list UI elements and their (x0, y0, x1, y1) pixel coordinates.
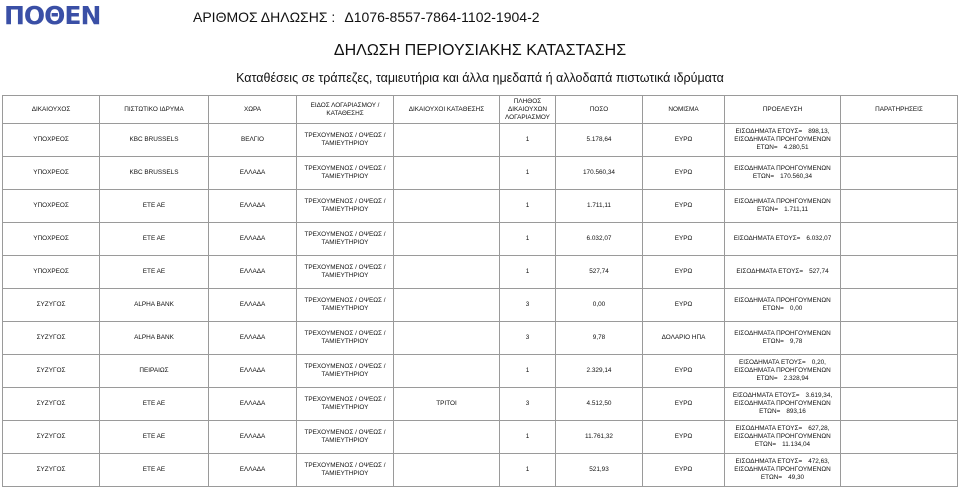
amount-cell: 0,00 (556, 289, 643, 322)
origin-value: 170.560,34 (780, 173, 813, 180)
remarks-cell (841, 355, 958, 388)
origin-label: ΕΙΣΟΔΗΜΑΤΑ ΠΡΟΗΓΟΥΜΕΝΩΝ (734, 466, 831, 473)
origin-value: 0,20, (811, 359, 826, 366)
country-cell: ΕΛΛΑΔΑ (209, 421, 297, 454)
table-row (3, 223, 958, 256)
origin-value: 1.711,11 (784, 206, 809, 213)
col-header-account-type: ΕΙΔΟΣ ΛΟΓΑΡΙΑΣΜΟΥ / ΚΑΤΑΘΕΣΗΣ (297, 96, 394, 124)
currency-cell: ΕΥΡΩ (643, 223, 725, 256)
amount-cell: 1.711,11 (556, 190, 643, 223)
origin-value: 898,13, (808, 128, 830, 135)
amount-cell: 2.329,14 (556, 355, 643, 388)
country-cell: ΕΛΛΑΔΑ (209, 256, 297, 289)
declaration-number-value: Δ1076-8557-7864-1102-1904-2 (344, 9, 540, 25)
currency-cell: ΔΟΛΑΡΙΟ ΗΠΑ (643, 322, 725, 355)
account-type-line: ΤΡΕΧΟΥΜΕΝΟΣ / ΟΨΕΩΣ / (304, 231, 386, 238)
institution-cell: ΕΤΕ ΑΕ (100, 223, 209, 256)
origin-label: ΕΙΣΟΔΗΜΑΤΑ ΠΡΟΗΓΟΥΜΕΝΩΝ (734, 367, 831, 374)
table-row (3, 157, 958, 190)
holder-count-cell: 1 (500, 454, 556, 487)
account-type-line: ΤΡΕΧΟΥΜΕΝΟΣ / ΟΨΕΩΣ / (304, 462, 386, 469)
origin-line (727, 136, 838, 144)
currency-cell: ΕΥΡΩ (643, 256, 725, 289)
col-header-institution: ΠΙΣΤΩΤΙΚΟ ΙΔΡΥΜΑ (100, 96, 209, 124)
origin-line (727, 425, 838, 433)
origin-cell (725, 157, 841, 190)
amount-cell: 9,78 (556, 322, 643, 355)
origin-label: ΕΙΣΟΔΗΜΑΤΑ ΠΡΟΗΓΟΥΜΕΝΩΝ (734, 400, 831, 407)
origin-line (727, 198, 838, 206)
origin-cell (725, 421, 841, 454)
origin-line (727, 235, 838, 243)
holder-count-cell: 1 (500, 223, 556, 256)
currency-cell: ΕΥΡΩ (643, 289, 725, 322)
currency-cell: ΕΥΡΩ (643, 421, 725, 454)
institution-cell: ALPHA BANK (100, 289, 209, 322)
holder-count-cell: 1 (500, 256, 556, 289)
amount-cell: 4.512,50 (556, 388, 643, 421)
country-cell: ΕΛΛΑΔΑ (209, 322, 297, 355)
account-type-cell (297, 256, 394, 289)
country-cell: ΒΕΛΓΙΟ (209, 124, 297, 157)
origin-label: ΕΙΣΟΔΗΜΑΤΑ ΠΡΟΗΓΟΥΜΕΝΩΝ (734, 136, 831, 143)
institution-cell: ΕΤΕ ΑΕ (100, 421, 209, 454)
account-type-line: ΤΡΕΧΟΥΜΕΝΟΣ / ΟΨΕΩΣ / (304, 429, 386, 436)
country-cell: ΕΛΛΑΔΑ (209, 355, 297, 388)
table-row (3, 388, 958, 421)
remarks-cell (841, 124, 958, 157)
origin-label: ΕΙΣΟΔΗΜΑΤΑ ΕΤΟΥΣ= (733, 235, 801, 242)
amount-cell: 11.761,32 (556, 421, 643, 454)
amount-cell: 521,93 (556, 454, 643, 487)
account-type-line: ΤΑΜΙΕΥΤΗΡΙΟΥ (321, 239, 369, 246)
origin-line (727, 330, 838, 338)
account-type-line: ΤΑΜΙΕΥΤΗΡΙΟΥ (321, 173, 369, 180)
holders-cell (394, 256, 500, 289)
origin-label: ΕΙΣΟΔΗΜΑΤΑ ΠΡΟΗΓΟΥΜΕΝΩΝ (734, 165, 831, 172)
origin-label: ΕΤΩΝ= (762, 338, 784, 345)
account-type-line: ΤΑΜΙΕΥΤΗΡΙΟΥ (321, 437, 369, 444)
origin-label: ΕΙΣΟΔΗΜΑΤΑ ΕΤΟΥΣ= (736, 268, 804, 275)
origin-line (727, 392, 838, 400)
origin-cell (725, 388, 841, 421)
holders-cell (394, 322, 500, 355)
holder-count-cell: 3 (500, 388, 556, 421)
holders-cell (394, 190, 500, 223)
origin-cell (725, 454, 841, 487)
table-row (3, 190, 958, 223)
origin-label: ΕΙΣΟΔΗΜΑΤΑ ΕΤΟΥΣ= (735, 458, 803, 465)
holder-count-cell: 1 (500, 157, 556, 190)
logo-text: ΠΟΘΕΝ (4, 1, 101, 30)
origin-cell (725, 322, 841, 355)
origin-value: 6.032,07 (806, 235, 832, 242)
origin-line (727, 305, 838, 313)
table-row (3, 289, 958, 322)
institution-cell: KBC BRUSSELS (100, 124, 209, 157)
beneficiary-cell: ΣΥΖΥΓΟΣ (3, 454, 100, 487)
origin-cell (725, 256, 841, 289)
account-type-line: ΤΑΜΙΕΥΤΗΡΙΟΥ (321, 470, 369, 477)
account-type-line: ΤΡΕΧΟΥΜΕΝΟΣ / ΟΨΕΩΣ / (304, 165, 386, 172)
holders-cell (394, 157, 500, 190)
remarks-cell (841, 421, 958, 454)
account-type-cell (297, 421, 394, 454)
origin-value: 4.280,51 (783, 144, 809, 151)
table-body (3, 124, 958, 487)
origin-value: 9,78 (789, 338, 803, 345)
holder-count-cell: 1 (500, 421, 556, 454)
col-header-holder-count: ΠΛΗΘΟΣ ΔΙΚΑΙΟΥΧΩΝ ΛΟΓΑΡΙΑΣΜΟΥ (500, 96, 556, 124)
col-header-holders: ΔΙΚΑΙΟΥΧΟΙ ΚΑΤΑΘΕΣΗΣ (394, 96, 500, 124)
country-cell: ΕΛΛΑΔΑ (209, 388, 297, 421)
origin-label: ΕΙΣΟΔΗΜΑΤΑ ΕΤΟΥΣ= (735, 425, 803, 432)
origin-label: ΕΙΣΟΔΗΜΑΤΑ ΕΤΟΥΣ= (732, 392, 800, 399)
col-header-origin: ΠΡΟΕΛΕΥΣΗ (725, 96, 841, 124)
origin-cell (725, 289, 841, 322)
table-row (3, 421, 958, 454)
table-row (3, 322, 958, 355)
origin-label: ΕΙΣΟΔΗΜΑΤΑ ΕΤΟΥΣ= (739, 359, 806, 366)
origin-line (727, 408, 838, 416)
account-type-line: ΤΡΕΧΟΥΜΕΝΟΣ / ΟΨΕΩΣ / (304, 363, 386, 370)
page-title: ΔΗΛΩΣΗ ΠΕΡΙΟΥΣΙΑΚΗΣ ΚΑΤΑΣΤΑΣΗΣ (333, 42, 627, 59)
remarks-cell (841, 256, 958, 289)
table-row (3, 256, 958, 289)
origin-value: 49,30 (788, 474, 805, 481)
remarks-cell (841, 322, 958, 355)
origin-label: ΕΤΩΝ= (756, 144, 778, 151)
remarks-cell (841, 289, 958, 322)
account-type-line: ΤΑΜΙΕΥΤΗΡΙΟΥ (321, 206, 369, 213)
country-cell: ΕΛΛΑΔΑ (209, 223, 297, 256)
account-type-cell (297, 322, 394, 355)
holders-cell (394, 223, 500, 256)
origin-label: ΕΙΣΟΔΗΜΑΤΑ ΠΡΟΗΓΟΥΜΕΝΩΝ (734, 433, 831, 440)
country-cell: ΕΛΛΑΔΑ (209, 157, 297, 190)
beneficiary-cell: ΥΠΟΧΡΕΟΣ (3, 223, 100, 256)
institution-cell: ΕΤΕ ΑΕ (100, 256, 209, 289)
origin-line (727, 297, 838, 305)
table-header-row (3, 96, 958, 124)
account-type-line: ΤΡΕΧΟΥΜΕΝΟΣ / ΟΨΕΩΣ / (304, 198, 386, 205)
institution-cell: ΕΤΕ ΑΕ (100, 454, 209, 487)
origin-label: ΕΙΣΟΔΗΜΑΤΑ ΠΡΟΗΓΟΥΜΕΝΩΝ (734, 297, 831, 304)
account-type-line: ΤΑΜΙΕΥΤΗΡΙΟΥ (321, 404, 369, 411)
beneficiary-cell: ΥΠΟΧΡΕΟΣ (3, 256, 100, 289)
account-type-line: ΤΑΜΙΕΥΤΗΡΙΟΥ (321, 140, 369, 147)
origin-value: 472,63, (808, 458, 830, 465)
account-type-line: ΤΡΕΧΟΥΜΕΝΟΣ / ΟΨΕΩΣ / (304, 396, 386, 403)
origin-label: ΕΤΩΝ= (752, 173, 775, 180)
holders-cell: ΤΡΙΤΟΙ (394, 388, 500, 421)
table-row (3, 124, 958, 157)
account-type-line: ΤΡΕΧΟΥΜΕΝΟΣ / ΟΨΕΩΣ / (304, 330, 386, 337)
amount-cell: 527,74 (556, 256, 643, 289)
origin-label: ΕΙΣΟΔΗΜΑΤΑ ΠΡΟΗΓΟΥΜΕΝΩΝ (734, 198, 831, 205)
account-type-cell (297, 355, 394, 388)
account-type-line: ΤΑΜΙΕΥΤΗΡΙΟΥ (321, 272, 369, 279)
remarks-cell (841, 190, 958, 223)
pothen-logo (4, 3, 100, 29)
origin-line (727, 359, 838, 367)
origin-cell (725, 355, 841, 388)
origin-line (727, 338, 838, 346)
account-type-cell (297, 124, 394, 157)
col-header-currency: ΝΟΜΙΣΜΑ (643, 96, 725, 124)
beneficiary-cell: ΣΥΖΥΓΟΣ (3, 388, 100, 421)
holders-cell (394, 355, 500, 388)
deposits-table (2, 95, 958, 487)
beneficiary-cell: ΣΥΖΥΓΟΣ (3, 289, 100, 322)
table-row (3, 454, 958, 487)
holder-count-cell: 1 (500, 190, 556, 223)
beneficiary-cell: ΣΥΖΥΓΟΣ (3, 421, 100, 454)
amount-cell: 5.178,64 (556, 124, 643, 157)
origin-line (727, 458, 838, 466)
country-cell: ΕΛΛΑΔΑ (209, 454, 297, 487)
origin-line (727, 173, 838, 181)
account-type-cell (297, 454, 394, 487)
amount-cell: 170.560,34 (556, 157, 643, 190)
holders-cell (394, 124, 500, 157)
origin-value: 0,00 (789, 305, 803, 312)
origin-value: 3.619,34, (805, 392, 833, 399)
account-type-line: ΤΑΜΙΕΥΤΗΡΙΟΥ (321, 371, 369, 378)
origin-cell (725, 124, 841, 157)
account-type-cell (297, 289, 394, 322)
account-type-cell (297, 157, 394, 190)
origin-value: 527,74 (809, 268, 829, 275)
currency-cell: ΕΥΡΩ (643, 124, 725, 157)
origin-value: 893,16 (786, 408, 806, 415)
remarks-cell (841, 223, 958, 256)
origin-line (727, 268, 838, 276)
origin-value: 2.328,94 (783, 375, 809, 382)
col-header-remarks: ΠΑΡΑΤΗΡΗΣΕΙΣ (841, 96, 958, 124)
origin-line (727, 367, 838, 375)
origin-label: ΕΙΣΟΔΗΜΑΤΑ ΠΡΟΗΓΟΥΜΕΝΩΝ (734, 330, 831, 337)
holder-count-cell: 1 (500, 124, 556, 157)
currency-cell: ΕΥΡΩ (643, 454, 725, 487)
beneficiary-cell: ΣΥΖΥΓΟΣ (3, 355, 100, 388)
institution-cell: ALPHA BANK (100, 322, 209, 355)
origin-label: ΕΙΣΟΔΗΜΑΤΑ ΕΤΟΥΣ= (735, 128, 803, 135)
holder-count-cell: 3 (500, 289, 556, 322)
holder-count-cell: 3 (500, 322, 556, 355)
origin-line (727, 375, 838, 383)
currency-cell: ΕΥΡΩ (643, 190, 725, 223)
account-type-line: ΤΡΕΧΟΥΜΕΝΟΣ / ΟΨΕΩΣ / (304, 297, 386, 304)
beneficiary-cell: ΥΠΟΧΡΕΟΣ (3, 157, 100, 190)
account-type-line: ΤΡΕΧΟΥΜΕΝΟΣ / ΟΨΕΩΣ / (304, 132, 386, 139)
account-type-line: ΤΑΜΙΕΥΤΗΡΙΟΥ (321, 338, 369, 345)
currency-cell: ΕΥΡΩ (643, 355, 725, 388)
origin-label: ΕΤΩΝ= (759, 408, 781, 415)
country-cell: ΕΛΛΑΔΑ (209, 289, 297, 322)
country-cell: ΕΛΛΑΔΑ (209, 190, 297, 223)
origin-line (727, 441, 838, 449)
institution-cell: KBC BRUSSELS (100, 157, 209, 190)
remarks-cell (841, 454, 958, 487)
declaration-number-label: ΑΡΙΘΜΟΣ ΔΗΛΩΣΗΣ : (193, 9, 336, 25)
account-type-cell (297, 223, 394, 256)
col-header-country: ΧΩΡΑ (209, 96, 297, 124)
institution-cell: ΕΤΕ ΑΕ (100, 190, 209, 223)
col-header-beneficiary: ΔΙΚΑΙΟΥΧΟΣ (3, 96, 100, 124)
account-type-cell (297, 190, 394, 223)
holders-cell (394, 289, 500, 322)
origin-line (727, 165, 838, 173)
institution-cell: ΕΤΕ ΑΕ (100, 388, 209, 421)
section-subtitle: Καταθέσεις σε τράπεζες, ταμιευτήρια και άλλα ημεδαπά ή αλλοδαπά πιστωτικά ιδρύματα (236, 71, 724, 85)
origin-line (727, 206, 838, 214)
holders-cell (394, 421, 500, 454)
declaration-number-line (193, 9, 540, 25)
origin-line (727, 144, 838, 152)
origin-value: 11.134,04 (782, 441, 811, 448)
col-header-amount: ΠΟΣΟ (556, 96, 643, 124)
origin-line (727, 128, 838, 136)
origin-value: 627,28, (808, 425, 830, 432)
beneficiary-cell: ΥΠΟΧΡΕΟΣ (3, 124, 100, 157)
origin-line (727, 433, 838, 441)
holder-count-cell: 1 (500, 355, 556, 388)
currency-cell: ΕΥΡΩ (643, 388, 725, 421)
account-type-cell (297, 388, 394, 421)
origin-cell (725, 223, 841, 256)
holders-cell (394, 454, 500, 487)
beneficiary-cell: ΣΥΖΥΓΟΣ (3, 322, 100, 355)
origin-label: ΕΤΩΝ= (756, 206, 779, 213)
origin-label: ΕΤΩΝ= (760, 474, 783, 481)
origin-label: ΕΤΩΝ= (762, 305, 784, 312)
origin-line (727, 466, 838, 474)
remarks-cell (841, 388, 958, 421)
account-type-line: ΤΑΜΙΕΥΤΗΡΙΟΥ (321, 305, 369, 312)
currency-cell: ΕΥΡΩ (643, 157, 725, 190)
origin-label: ΕΤΩΝ= (756, 375, 778, 382)
origin-line (727, 474, 838, 482)
institution-cell: ΠΕΙΡΑΙΩΣ (100, 355, 209, 388)
beneficiary-cell: ΥΠΟΧΡΕΟΣ (3, 190, 100, 223)
origin-label: ΕΤΩΝ= (754, 441, 777, 448)
origin-line (727, 400, 838, 408)
table-row (3, 355, 958, 388)
account-type-line: ΤΡΕΧΟΥΜΕΝΟΣ / ΟΨΕΩΣ / (304, 264, 386, 271)
origin-cell (725, 190, 841, 223)
remarks-cell (841, 157, 958, 190)
amount-cell: 6.032,07 (556, 223, 643, 256)
